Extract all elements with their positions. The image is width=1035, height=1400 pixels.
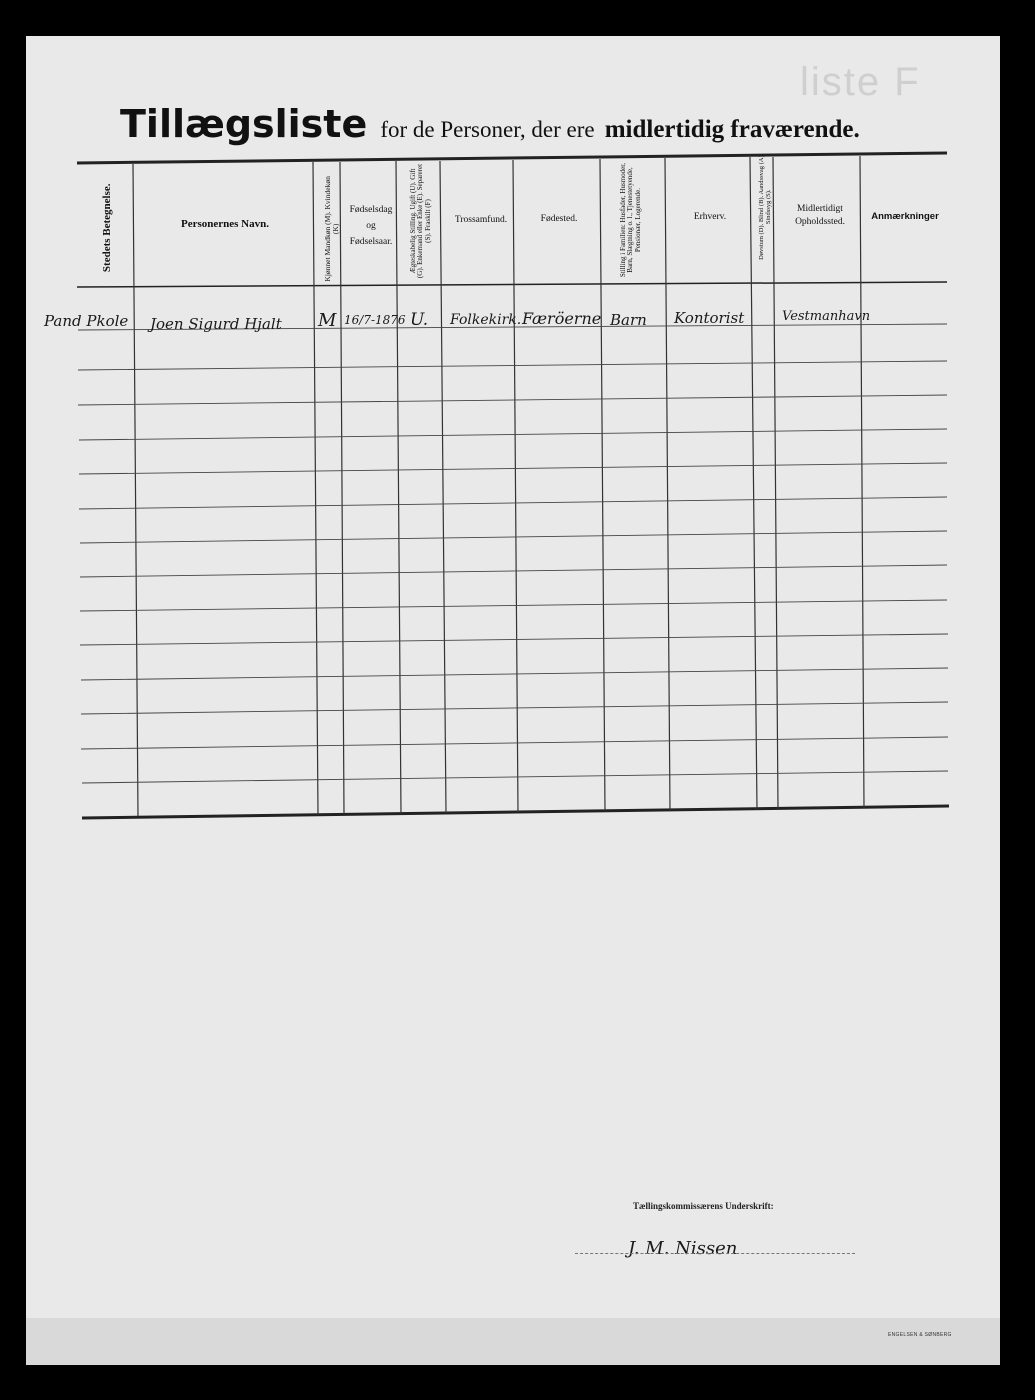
entry-familie: Barn (610, 311, 647, 329)
entry-kjon: M (318, 310, 337, 331)
header-kjonnet: Kjønnet Mandkøn (M). Kvindekøn (K) (323, 176, 340, 282)
title-bold-end: midlertidig fraværende. (604, 116, 860, 143)
entry-opholdssted: Vestmanhavn (782, 309, 871, 324)
title-main: Tillægsliste (120, 102, 368, 146)
row-lines (78, 324, 948, 783)
header-personernes-navn: Personernes Navn. (181, 218, 269, 230)
header-dovstum-blind: Døvstum (D). Blind (B). Aandssvag (A). Sindssyg (S). (758, 153, 772, 260)
signature-name: J. M. Nissen (628, 1238, 738, 1259)
signature-label: Tællingskommissærens Underskrift: (633, 1201, 774, 1211)
header-fodested: Fødested. (540, 214, 578, 224)
header-aegteskabelig-stilling: Ægteskabelig Stilling. Ugift (U). Gift (G). Enkemand eller Enke (E). Separeret (S). Fraskilt (F) (408, 163, 432, 279)
entry-sted: Pand Pkole (44, 312, 129, 330)
entry-stilling: U. (410, 310, 429, 330)
header-stedets-betegnelse: Stedets Betegnelse. (101, 183, 114, 273)
entry-navn: Joen Sigurd Hjalt (150, 315, 282, 333)
entry-erhverv: Kontorist (674, 309, 745, 327)
signature-line (575, 1253, 855, 1254)
table-frame (77, 153, 949, 818)
header-erhverv: Erhverv. (693, 212, 727, 222)
header-midlertidigt-opholdssted: Midlertidigt Opholdssted. (795, 204, 845, 228)
entry-fodsel: 16/7-1876 (344, 313, 406, 327)
header-stilling-i-familien: Stilling i Familien: Husfader, Husmoder, Barn, Slægtning o. l., Tjenestetyende, Pensionær, Logerende. (618, 162, 642, 278)
header-anmaerkninger: Anmærkninger (871, 211, 939, 222)
printer-mark: ENGELSEN & SØNBERG (888, 1332, 952, 1338)
title-middle: for de Personer, der ere (380, 117, 595, 142)
header-fodselsdag: Fødselsdag og Fødselsaar. (349, 205, 393, 248)
header-trossamfund: Trossamfund. (454, 215, 508, 225)
bleed-through-title: liste F (800, 60, 921, 104)
column-dividers (133, 156, 864, 816)
entry-fodested: Færöerne (522, 309, 602, 328)
entry-tro: Folkekirk. (450, 312, 522, 328)
